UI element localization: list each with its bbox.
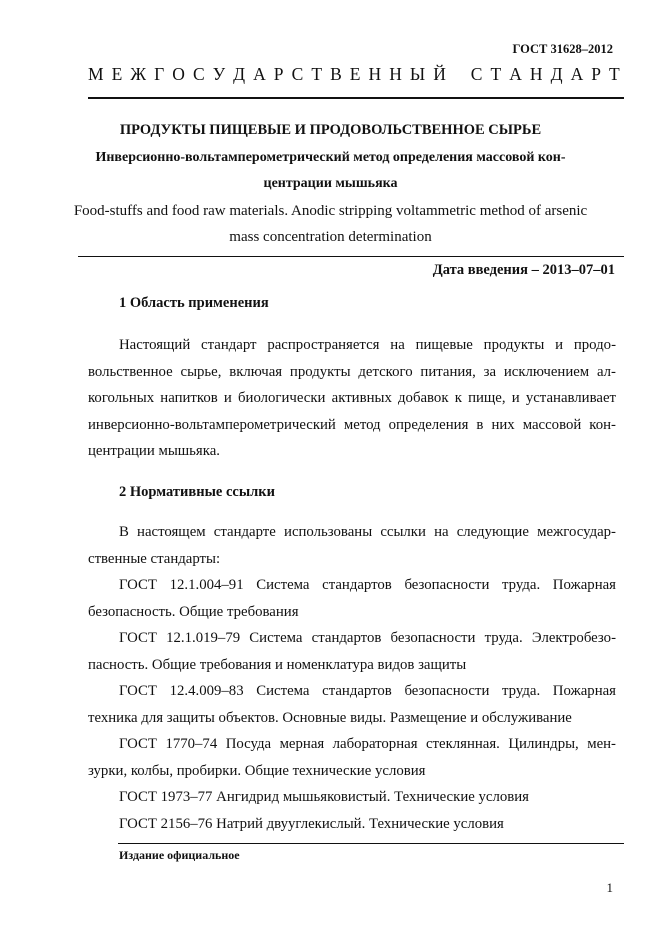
interstate-standard-heading — [88, 64, 620, 85]
heading-letter: М — [88, 64, 104, 84]
heading-letter: В — [330, 64, 342, 84]
paragraph-line: инверсионно-вольтамперометрический метод определения в них массовой кон- — [88, 416, 616, 433]
heading-letter: Ы — [409, 64, 426, 84]
gost-number: ГОСТ 31628–2012 — [512, 42, 613, 56]
method-title-line-2: центрации мышьяка — [263, 176, 398, 191]
section-1-paragraph — [88, 332, 616, 465]
official-edition-note: Издание официальное — [119, 848, 240, 862]
section-1-heading: 1 Область применения — [119, 295, 269, 311]
title-rule — [78, 256, 624, 257]
reference-line: ГОСТ 1770–74 Посуда мерная лабораторная стеклянная. Цилиндры, мен- — [119, 736, 616, 752]
heading-letter: А — [253, 64, 266, 84]
heading-letter: Е — [349, 64, 361, 84]
heading-letter: Т — [609, 64, 620, 84]
heading-letter: С — [470, 64, 483, 84]
heading-letter: О — [172, 64, 185, 84]
top-rule — [88, 97, 624, 99]
heading-letter: Н — [529, 64, 543, 84]
english-title-line-2: mass concentration determination — [229, 229, 432, 245]
reference-line: безопасность. Общие требования — [88, 603, 299, 620]
heading-letter: Ж — [130, 64, 147, 84]
heading-letter: Р — [591, 64, 601, 84]
paragraph-line: вольственное сырье, включая продукты детского питания, за исключением ал- — [88, 363, 616, 380]
document-title: ПРОДУКТЫ ПИЩЕВЫЕ И ПРОДОВОЛЬСТВЕННОЕ СЫРЬЕ — [119, 122, 542, 138]
heading-letter: У — [212, 64, 226, 84]
reference-line: ГОСТ 12.4.009–83 Система стандартов безопасности труда. Пожарная — [119, 683, 616, 699]
heading-letter: Р — [273, 64, 284, 84]
heading-letter: А — [570, 64, 584, 84]
heading-word-gap — [454, 64, 463, 85]
section-2-heading: 2 Нормативные ссылки — [119, 484, 275, 500]
heading-letter: Т — [311, 64, 323, 84]
reference-line: ГОСТ 1973–77 Ангидрид мышьяковистый. Технические условия — [119, 789, 529, 805]
paragraph-line: В настоящем стандарте использованы ссылки на следующие межгосудар- — [119, 524, 616, 540]
reference-line: ГОСТ 12.1.004–91 Система стандартов безопасности труда. Пожарная — [119, 577, 616, 593]
footer-rule — [118, 843, 624, 844]
heading-letter: Е — [111, 64, 123, 84]
heading-letter: С — [192, 64, 205, 84]
paragraph-line: центрации мышьяка. — [88, 443, 220, 459]
english-title-line-1: Food-stuffs and food raw materials. Anodic stripping voltammetric method of arsenic — [73, 203, 588, 219]
paragraph-line: Настоящий стандарт распространяется на пищевые продукты и продо- — [119, 337, 616, 353]
section-2-paragraph — [88, 519, 616, 837]
paragraph-line: ственные стандарты: — [88, 550, 221, 567]
reference-line: пасность. Общие требования и номенклатура видов защиты — [88, 656, 467, 673]
heading-letter: Г — [154, 64, 165, 84]
heading-letter: Д — [233, 64, 246, 84]
heading-letter: Й — [433, 64, 446, 84]
method-title-line-1: Инверсионно-вольтамперометрический метод определения массовой кон- — [95, 150, 566, 165]
heading-letter: Н — [389, 64, 402, 84]
page-number: 1 — [606, 880, 613, 895]
reference-line: ГОСТ 2156–76 Натрий двууглекислый. Технические условия — [119, 815, 504, 832]
reference-line: ГОСТ 12.1.019–79 Система стандартов безопасности труда. Электробезо- — [119, 630, 616, 646]
heading-letter: Т — [490, 64, 502, 84]
introduction-date: Дата введения – 2013–07–01 — [432, 262, 615, 278]
reference-line: техника для защиты объектов. Основные виды. Размещение и обслуживание — [88, 709, 572, 726]
heading-letter: Н — [368, 64, 382, 84]
heading-letter: Д — [550, 64, 563, 84]
heading-letter: С — [291, 64, 304, 84]
paragraph-line: когольных напитков и биологически активных добавок к пище, и устанавливает — [88, 390, 616, 406]
heading-letter: А — [509, 64, 522, 84]
reference-line: зурки, колбы, пробирки. Общие технические условия — [88, 762, 426, 779]
